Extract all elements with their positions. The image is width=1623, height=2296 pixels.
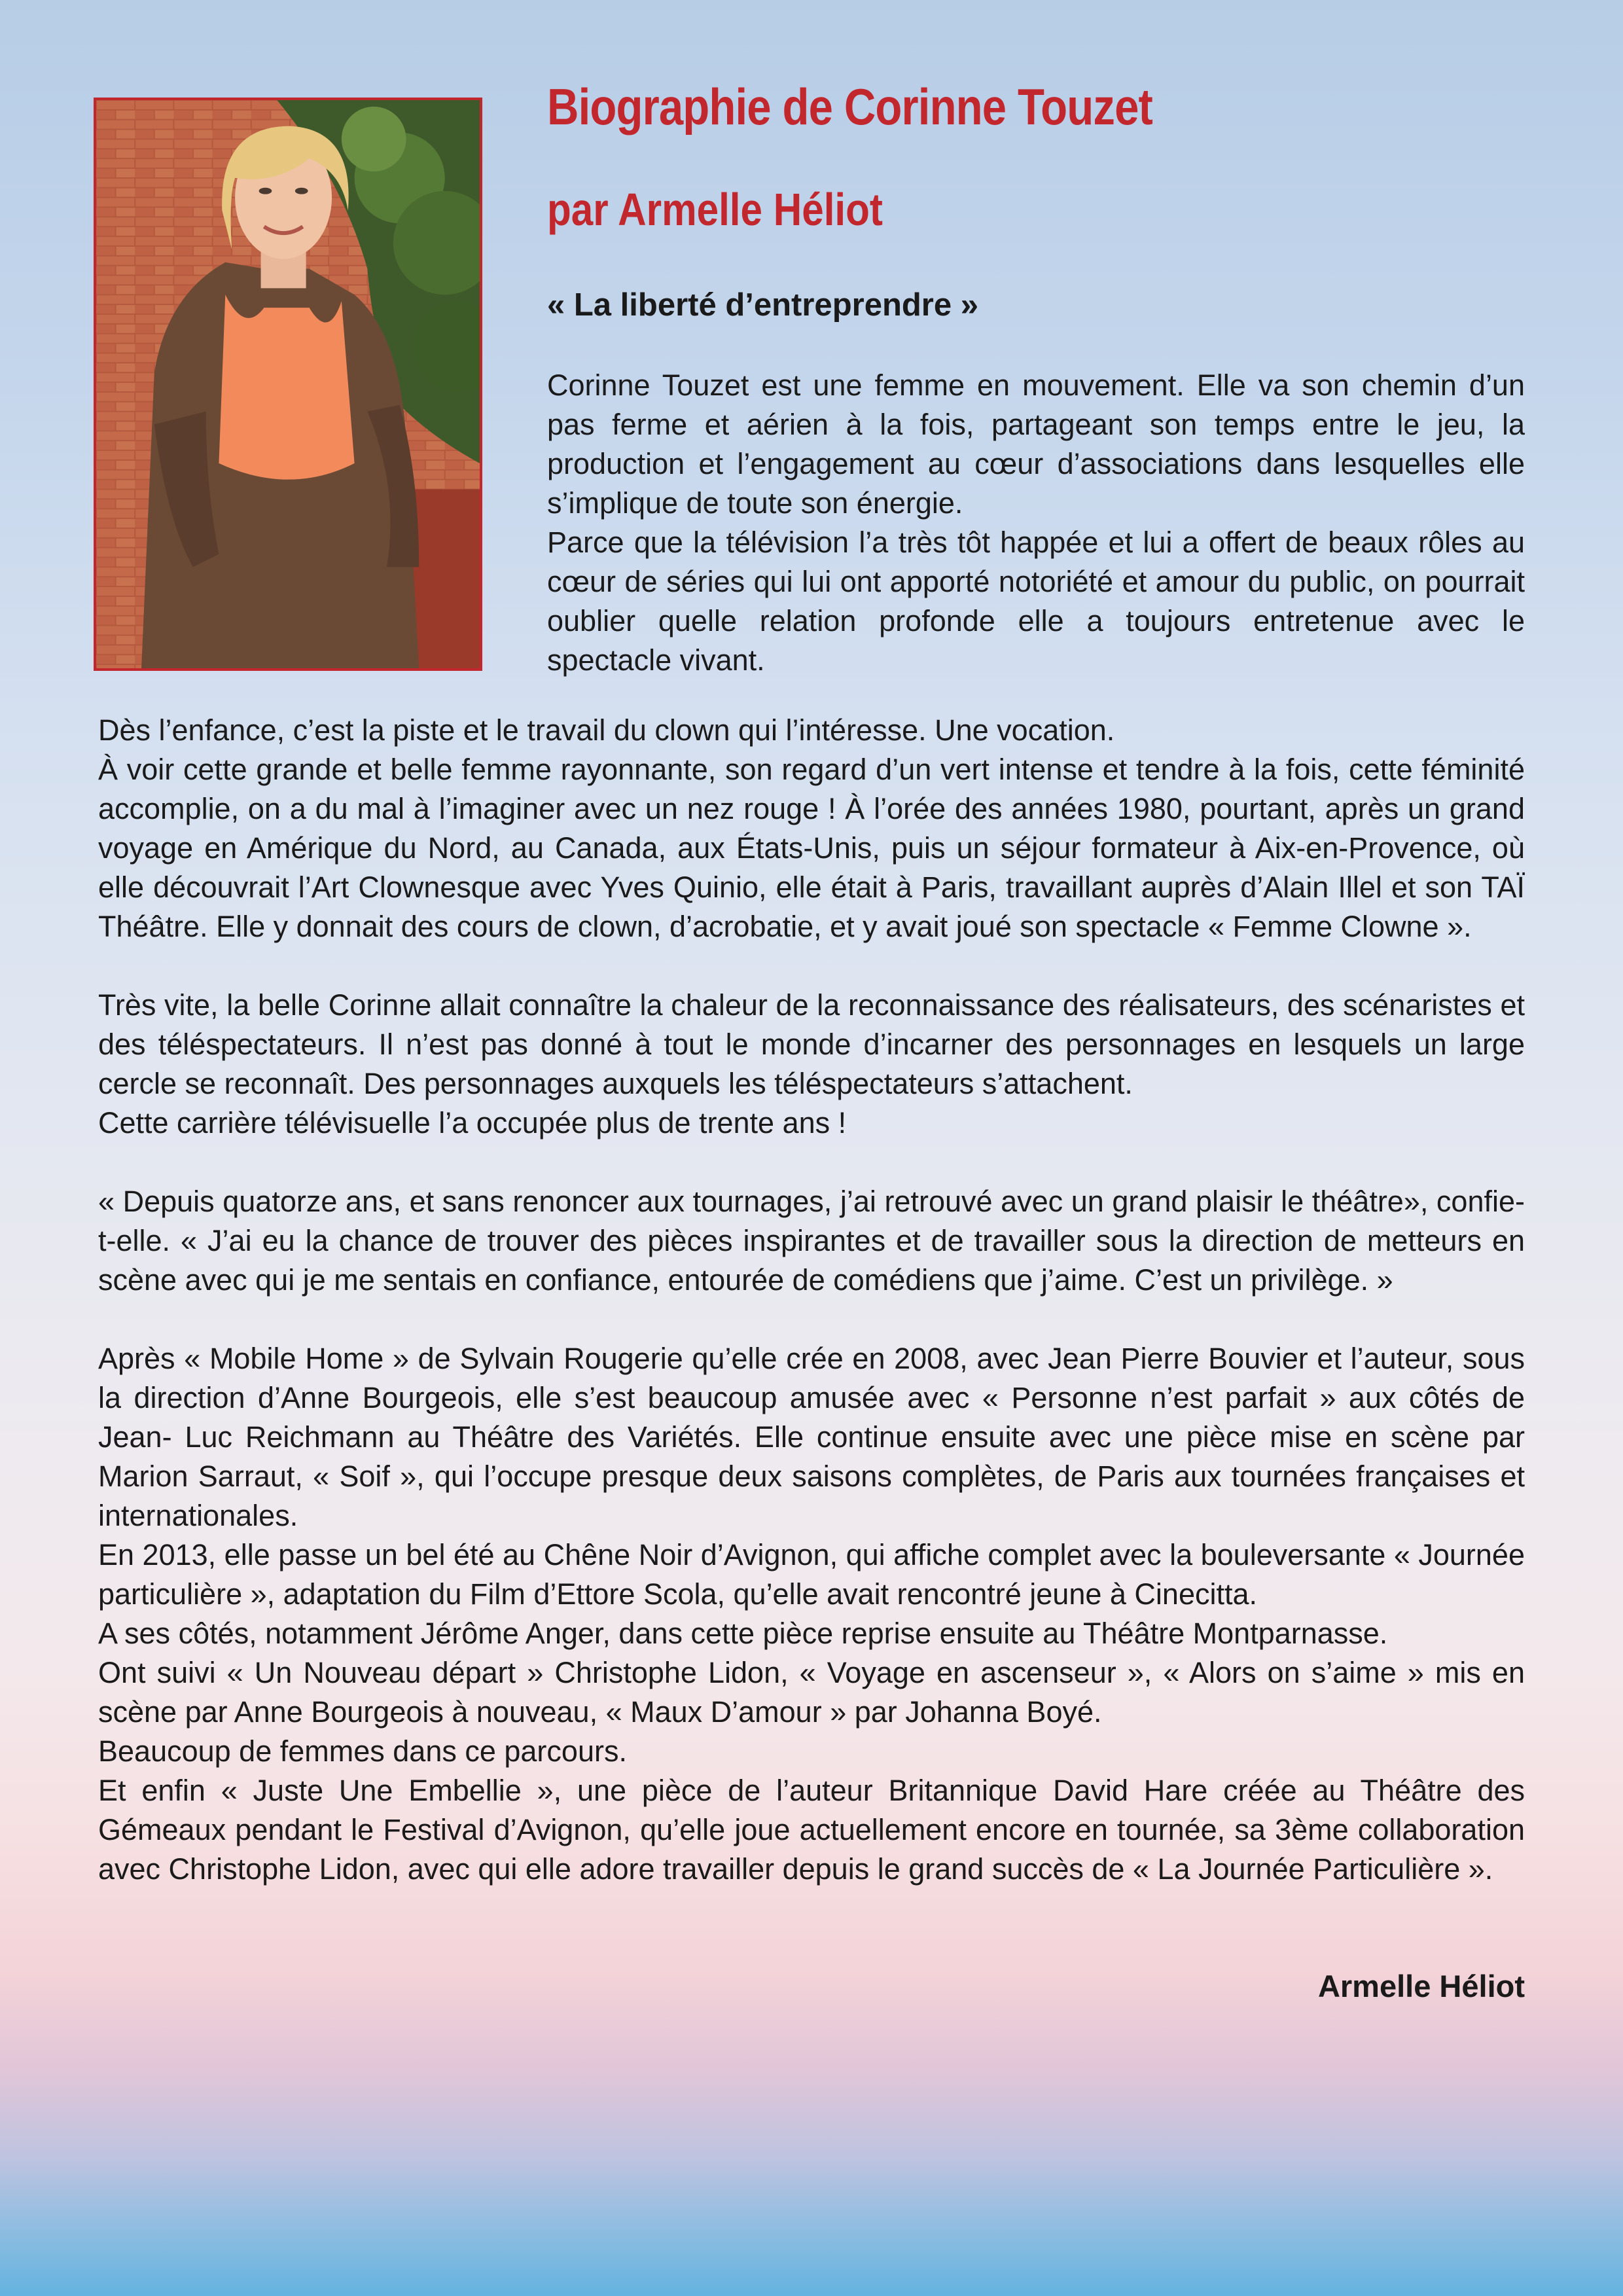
intro-paragraph: Corinne Touzet est une femme en mouvement. Elle va son chemin d’un pas ferme et aérien à la fois, partageant son temps entre le jeu, la production et l’engagement au cœur d’associations dans lesquelles elle s’implique de toute son énergie. xyxy=(547,368,1525,520)
body-paragraph: Après « Mobile Home » de Sylvain Rougerie qu’elle crée en 2008, avec Jean Pierre Bouvier et l’auteur, sous la direction d’Anne Bourgeois, elle s’est beaucoup amusée avec « Personne n’est parfait » aux côtés de Jean- Luc Reichmann au Théâtre des Variétés. Elle continue ensuite avec une pièce mise en scène par Marion Sarraut, « Soif », qui l’occupe presque deux saisons complètes, de Paris aux tournées françaises et internationales. xyxy=(98,1342,1525,1532)
body-paragraph: Très vite, la belle Corinne allait connaître la chaleur de la reconnaissance des réalisateurs, des scénaristes et des téléspectateurs. Il n’est pas donné à tout le monde d’incarner des personnages en lesquels un large cercle se reconnaît. Des personnages auxquels les téléspectateurs s’attachent. xyxy=(98,988,1525,1100)
signature: Armelle Héliot xyxy=(1317,1969,1525,2003)
body-paragraph: Et enfin « Juste Une Embellie », une pièce de l’auteur Britannique David Hare créée au Théâtre des Gémeaux pendant le Festival d’Avignon, qu’elle joue actuellement encore en tournée, sa 3ème collaboration avec Christophe Lidon, avec qui elle adore travailler depuis le grand succès de « La Journée Particulière ». xyxy=(98,1774,1525,1886)
body-paragraph: Cette carrière télévisuelle l’a occupée plus de trente ans ! xyxy=(98,1106,847,1139)
body-paragraph: A ses côtés, notamment Jérôme Anger, dans cette pièce reprise ensuite au Théâtre Montparnasse. xyxy=(98,1617,1388,1650)
body-paragraph: Beaucoup de femmes dans ce parcours. xyxy=(98,1734,627,1768)
tagline: « La liberté d’entreprendre » xyxy=(547,287,978,323)
body-paragraph: Ont suivi « Un Nouveau départ » Christophe Lidon, « Voyage en ascenseur », « Alors on s’aime » mis en scène par Anne Bourgeois à nouveau, « Maux D’amour » par Johanna Boyé. xyxy=(98,1656,1525,1729)
portrait-illustration xyxy=(96,100,480,668)
body-paragraph: Dès l’enfance, c’est la piste et le travail du clown qui l’intéresse. Une vocation. xyxy=(98,713,1115,747)
page-title: Biographie de Corinne Touzet xyxy=(547,78,1152,135)
intro-paragraph: Parce que la télévision l’a très tôt happée et lui a offert de beaux rôles au cœur de séries qui lui ont apporté notoriété et amour du public, on pourrait oublier quelle relation profonde elle a toujours entretenue avec le spectacle vivant. xyxy=(547,526,1525,677)
body-paragraph: À voir cette grande et belle femme rayonnante, son regard d’un vert intense et tendre à la fois, cette féminité accomplie, on a du mal à l’imaginer avec un nez rouge ! À l’orée des années 1980, pourtant, après un grand voyage en Amérique du Nord, au Canada, aux États-Unis, puis un séjour formateur à Aix-en-Provence, où elle découvrait l’Art Clownesque avec Yves Quinio, elle était à Paris, travaillant auprès d’Alain Illel et son TAÏ Théâtre. Elle y donnait des cours de clown, d’acrobatie, et y avait joué son spectacle « Femme Clowne ». xyxy=(98,753,1525,943)
portrait-photo xyxy=(94,98,482,671)
body-paragraph: « Depuis quatorze ans, et sans renoncer aux tournages, j’ai retrouvé avec un grand plaisir le théâtre», confie- t-elle. « J’ai eu la chance de trouver des pièces inspirantes et de travailler sous la direction de metteurs en scène avec qui je me sentais en confiance, entourée de comédiens que j’aime. C’est un privilège. » xyxy=(98,1185,1525,1297)
author-byline: par Armelle Héliot xyxy=(547,184,883,235)
body-paragraph: En 2013, elle passe un bel été au Chêne Noir d’Avignon, qui affiche complet avec la bouleversante « Journée particulière », adaptation du Film d’Ettore Scola, qu’elle avait rencontré jeune à Cinecitta. xyxy=(98,1538,1525,1611)
